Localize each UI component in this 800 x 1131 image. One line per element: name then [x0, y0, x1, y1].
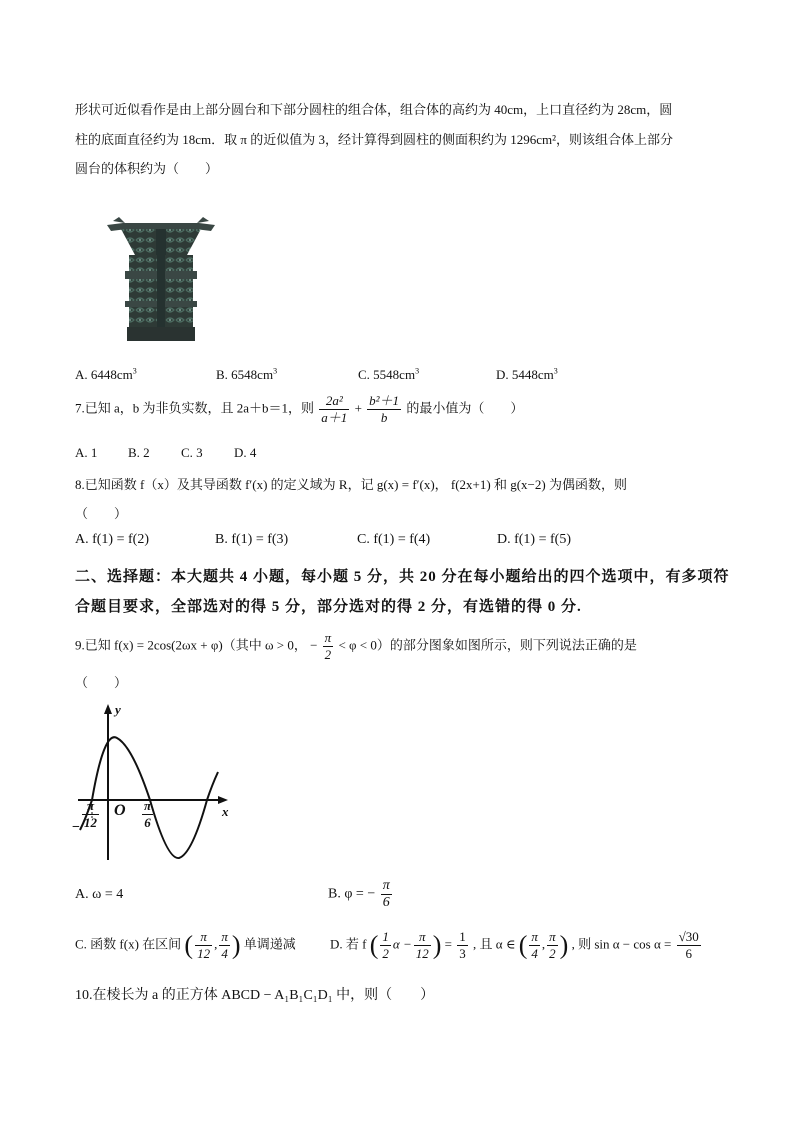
q6-option-d[interactable]: D. $5448cm^3$ [496, 366, 558, 382]
bronze-vessel-image [105, 215, 217, 343]
q9-option-d-mid: α − [392, 936, 412, 952]
q9-option-d-prefix: D. 若 f [330, 936, 367, 952]
q9-middle: < φ < 0）的部分图象如图所示，则下列说法正确的是 [338, 637, 637, 653]
q9-option-c[interactable]: C. 函数 f(x) 在区间 ( $\frac{\pi}{12}$ , $\frac{\pi}{4}$ ) 单调递减 [75, 929, 296, 961]
q7-option-c[interactable]: C. 3 [181, 445, 203, 460]
q9-cosine-graph [72, 700, 252, 870]
q9-option-d-eq: = [444, 936, 453, 952]
q9-option-d-frac6: $\frac{√30}{6}$ [678, 929, 699, 961]
q9-option-d-frac5: $\frac{\pi}{2}$ [549, 929, 556, 961]
q9-option-b-prefix: B. φ = − [328, 886, 376, 902]
q8-line1: 8.已知函数 f（x）及其导函数 f′(x) 的定义域为 R，记 g(x) = f′(x)， f(2x+1) 和 g(x−2) 为偶函数，则 [75, 477, 627, 492]
q7-stem [75, 393, 523, 426]
q7-option-d[interactable]: D. 4 [234, 445, 257, 460]
section2-line1: 二、选择题：本大题共 4 小题，每小题 5 分，共 20 分在每小题给出的四个选项中，有多项符 [75, 569, 730, 585]
q7-plus: + [354, 400, 362, 416]
q9-option-d-frac2: $\frac{\pi}{12}$ [415, 929, 429, 961]
q8-option-c[interactable]: C. f(1) = f(4) [357, 532, 431, 547]
left-root-label: $\frac{\pi}{12}$ [84, 798, 97, 830]
q6-option-a[interactable]: A. $6448cm^3$ [75, 366, 137, 382]
q7-suffix: 的最小值为（ ） [406, 400, 524, 416]
q7-fraction-2: $\frac{\text{b²＋1}}{b}$ [369, 393, 400, 425]
q9-option-a[interactable]: A. ω = 4 [75, 887, 124, 902]
q6-line3: 圆台的体积约为（ ） [75, 161, 219, 176]
q9-option-d-in: , 且 α ∈ [473, 936, 516, 952]
q9-option-d-then: , 则 sin α − cos α = [571, 936, 672, 952]
section2-line2: 合题目要求，全部选对的得 5 分，部分选对的得 2 分，有选错的得 0 分. [75, 599, 582, 615]
q9-fraction: $\frac{\pi}{2}$ [324, 630, 332, 662]
q7-fraction-1: $\frac{\text{2a²}}{a+1}$ [321, 393, 348, 425]
x-axis-label: x [222, 804, 229, 819]
q9-option-d-frac4: $\frac{\pi}{4}$ [531, 929, 538, 961]
q6-line2: 柱的底面直径约为 18cm．取 π 的近似值为 3，经计算得到圆柱的侧面积约为 1296cm²，则该组合体上部分 [75, 132, 673, 147]
q9-prefix: 9.已知 f(x) = 2cos(2ωx + φ)（其中 ω > 0， − [75, 637, 318, 653]
q9-option-c-suffix: 单调递减 [243, 936, 296, 952]
q8-option-b[interactable]: B. f(1) = f(3) [215, 532, 289, 547]
q9-option-c-frac2: $\frac{\pi}{4}$ [221, 929, 228, 961]
q9-option-d-frac1: $\frac{1}{2}$ [382, 929, 389, 961]
q6-option-b[interactable]: B. $6548cm^3$ [216, 366, 278, 382]
q9-option-d-frac3: $\frac{1}{3}$ [459, 929, 466, 961]
q9-line2: （ ） [75, 675, 128, 690]
q10-stem: 10.在棱长为 a 的正方体 ABCD − A₁B₁C₁D₁ 中，则（ ） [75, 988, 435, 1003]
q9-stem [75, 630, 637, 663]
q8-option-a[interactable]: A. f(1) = f(2) [75, 532, 149, 547]
left-root-sign: − [72, 820, 80, 835]
q9-option-d[interactable]: D. 若 f ( $\frac{1}{2}$ α − $\frac{\pi}{12}$ ) = $\frac{1}{3}$ , 且 α ∈ ( $\frac{\pi}{4}$ , $\frac{\pi}{2}$ ) , 则 sin α − cos α = $\frac{√30}{6}$ [330, 929, 699, 961]
q7-option-b[interactable]: B. 2 [128, 445, 150, 460]
q8-line2: （ ） [75, 506, 128, 521]
y-axis-label: y [115, 702, 121, 717]
q7-option-a[interactable]: A. 1 [75, 445, 98, 460]
q8-option-d[interactable]: D. f(1) = f(5) [497, 532, 571, 547]
q7-prefix: 7.已知 a，b 为非负实数，且 2a＋b＝1，则 [75, 400, 315, 416]
q6-option-c[interactable]: C. $5548cm^3$ [358, 366, 420, 382]
origin-label: O [114, 802, 126, 819]
right-root-label: $\frac{\pi}{6}$ [144, 798, 152, 830]
q9-option-b-fraction: $\frac{\pi}{6}$ [382, 878, 390, 910]
q9-option-c-frac1: $\frac{\pi}{12}$ [197, 929, 211, 961]
q9-option-b[interactable] [328, 878, 394, 911]
q9-option-c-prefix: C. 函数 f(x) 在区间 [75, 936, 182, 952]
q6-line1: 形状可近似看作是由上部分圆台和下部分圆柱的组合体，组合体的高约为 40cm，上口直径约为 28cm，圆 [75, 102, 673, 117]
